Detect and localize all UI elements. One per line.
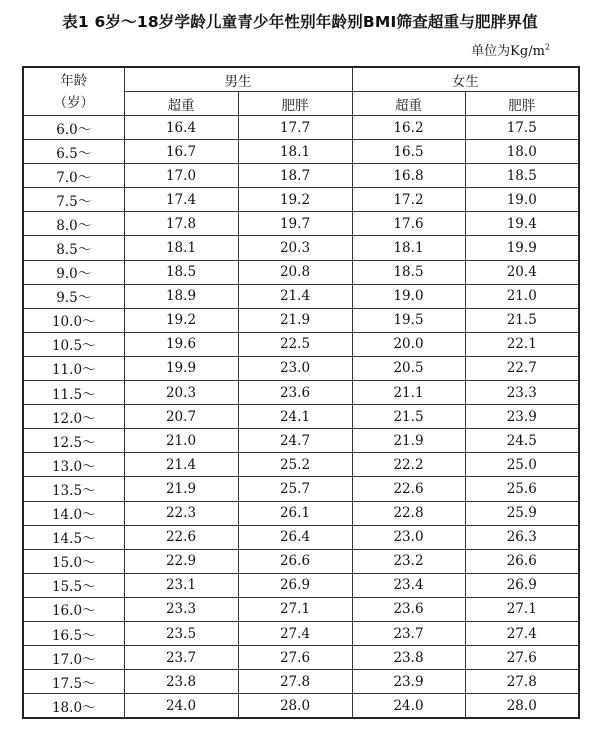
female-header: 女生 (352, 67, 579, 92)
male-obese-cell: 20.8 (238, 260, 352, 284)
male-obese-cell: 25.7 (238, 477, 352, 501)
age-cell: 13.5～ (23, 477, 124, 501)
age-cell: 18.0～ (23, 694, 124, 719)
table-row (23, 236, 579, 260)
male-overweight-cell: 22.9 (124, 549, 238, 573)
female-obese-cell: 23.9 (465, 405, 579, 429)
table-row (23, 308, 579, 332)
female-obese-cell: 22.1 (465, 332, 579, 356)
female-overweight-cell: 16.8 (352, 164, 465, 188)
male-obese-cell: 18.7 (238, 164, 352, 188)
male-overweight-cell: 20.3 (124, 381, 238, 405)
table-title: 表1 6岁～18岁学龄儿童青少年性别年龄别BMI筛查超重与肥胖界值 (62, 13, 538, 31)
female-overweight-cell: 23.2 (352, 549, 465, 573)
unit-label (471, 40, 550, 59)
female-obese-cell: 20.4 (465, 260, 579, 284)
male-obese-header: 肥胖 (238, 92, 352, 116)
female-obese-cell: 17.5 (465, 116, 579, 140)
age-header-line2: （岁） (53, 94, 94, 111)
table-row (23, 453, 579, 477)
table-row (23, 332, 579, 356)
age-cell: 6.0～ (23, 116, 124, 140)
female-obese-cell: 18.0 (465, 140, 579, 164)
female-obese-cell: 27.6 (465, 646, 579, 670)
female-obese-cell: 27.1 (465, 597, 579, 621)
female-obese-cell: 19.4 (465, 212, 579, 236)
unit-text: 单位为Kg/m (471, 44, 545, 59)
female-overweight-cell: 18.5 (352, 260, 465, 284)
age-cell: 17.5～ (23, 670, 124, 694)
female-obese-cell: 25.0 (465, 453, 579, 477)
male-overweight-cell: 19.2 (124, 308, 238, 332)
table-row (23, 284, 579, 308)
male-obese-cell: 18.1 (238, 140, 352, 164)
female-overweight-cell: 23.0 (352, 525, 465, 549)
male-overweight-cell: 21.4 (124, 453, 238, 477)
age-cell: 16.0～ (23, 597, 124, 621)
age-cell: 10.0～ (23, 308, 124, 332)
female-obese-cell: 28.0 (465, 694, 579, 719)
age-cell: 16.5～ (23, 621, 124, 645)
female-overweight-cell: 18.1 (352, 236, 465, 260)
female-overweight-cell: 23.9 (352, 670, 465, 694)
age-cell: 10.5～ (23, 332, 124, 356)
male-overweight-cell: 20.7 (124, 405, 238, 429)
table-row (23, 188, 579, 212)
age-cell: 14.5～ (23, 525, 124, 549)
age-cell: 11.5～ (23, 381, 124, 405)
female-overweight-cell: 22.2 (352, 453, 465, 477)
male-obese-cell: 26.4 (238, 525, 352, 549)
table-row (23, 356, 579, 380)
bmi-table (22, 66, 580, 719)
age-header-line1: 年龄 (60, 72, 88, 89)
male-overweight-cell: 23.5 (124, 621, 238, 645)
table-row (23, 525, 579, 549)
male-obese-cell: 23.0 (238, 356, 352, 380)
male-overweight-cell: 17.4 (124, 188, 238, 212)
male-overweight-header: 超重 (124, 92, 238, 116)
female-obese-cell: 25.6 (465, 477, 579, 501)
male-obese-cell: 27.8 (238, 670, 352, 694)
female-overweight-cell: 23.4 (352, 573, 465, 597)
age-cell: 15.5～ (23, 573, 124, 597)
female-obese-cell: 21.5 (465, 308, 579, 332)
male-overweight-cell: 17.0 (124, 164, 238, 188)
male-overweight-cell: 19.6 (124, 332, 238, 356)
age-cell: 8.0～ (23, 212, 124, 236)
table-row (23, 501, 579, 525)
female-overweight-cell: 16.2 (352, 116, 465, 140)
table-row (23, 212, 579, 236)
age-cell: 11.0～ (23, 356, 124, 380)
male-obese-cell: 27.1 (238, 597, 352, 621)
male-obese-cell: 28.0 (238, 694, 352, 719)
male-overweight-cell: 23.3 (124, 597, 238, 621)
table-row (23, 405, 579, 429)
female-overweight-cell: 21.5 (352, 405, 465, 429)
age-cell: 15.0～ (23, 549, 124, 573)
table-row (23, 116, 579, 140)
age-cell: 8.5～ (23, 236, 124, 260)
male-obese-cell: 25.2 (238, 453, 352, 477)
male-overweight-cell: 16.4 (124, 116, 238, 140)
female-overweight-cell: 22.8 (352, 501, 465, 525)
female-obese-cell: 26.6 (465, 549, 579, 573)
table-row (23, 573, 579, 597)
age-cell: 14.0～ (23, 501, 124, 525)
male-header: 男生 (124, 67, 352, 92)
female-overweight-header: 超重 (352, 92, 465, 116)
female-overweight-cell: 19.0 (352, 284, 465, 308)
male-obese-cell: 26.9 (238, 573, 352, 597)
table-row (23, 164, 579, 188)
table-row (23, 140, 579, 164)
female-overweight-cell: 23.6 (352, 597, 465, 621)
age-cell: 9.5～ (23, 284, 124, 308)
age-cell: 13.0～ (23, 453, 124, 477)
table-row (23, 670, 579, 694)
female-overweight-cell: 20.5 (352, 356, 465, 380)
male-overweight-cell: 18.5 (124, 260, 238, 284)
male-overweight-cell: 17.8 (124, 212, 238, 236)
male-obese-cell: 26.1 (238, 501, 352, 525)
male-overweight-cell: 24.0 (124, 694, 238, 719)
female-obese-cell: 23.3 (465, 381, 579, 405)
female-overweight-cell: 22.6 (352, 477, 465, 501)
female-overweight-cell: 21.1 (352, 381, 465, 405)
female-obese-header: 肥胖 (465, 92, 579, 116)
female-overweight-cell: 17.2 (352, 188, 465, 212)
female-obese-cell: 21.0 (465, 284, 579, 308)
female-obese-cell: 26.9 (465, 573, 579, 597)
male-obese-cell: 27.4 (238, 621, 352, 645)
male-overweight-cell: 19.9 (124, 356, 238, 380)
table-row (23, 621, 579, 645)
unit-superscript: 2 (544, 42, 550, 52)
male-overweight-cell: 18.1 (124, 236, 238, 260)
table-row (23, 694, 579, 719)
table-row (23, 549, 579, 573)
age-cell: 12.0～ (23, 405, 124, 429)
table-row (23, 429, 579, 453)
table-row (23, 260, 579, 284)
age-cell: 12.5～ (23, 429, 124, 453)
female-obese-cell: 18.5 (465, 164, 579, 188)
age-header (23, 67, 124, 116)
male-overweight-cell: 23.8 (124, 670, 238, 694)
male-obese-cell: 17.7 (238, 116, 352, 140)
female-overweight-cell: 23.7 (352, 621, 465, 645)
male-obese-cell: 24.1 (238, 405, 352, 429)
male-obese-cell: 23.6 (238, 381, 352, 405)
male-obese-cell: 22.5 (238, 332, 352, 356)
age-cell: 7.0～ (23, 164, 124, 188)
table-row (23, 381, 579, 405)
age-cell: 7.5～ (23, 188, 124, 212)
male-overweight-cell: 22.6 (124, 525, 238, 549)
male-obese-cell: 21.4 (238, 284, 352, 308)
male-overweight-cell: 18.9 (124, 284, 238, 308)
male-obese-cell: 26.6 (238, 549, 352, 573)
male-overweight-cell: 23.7 (124, 646, 238, 670)
female-obese-cell: 27.8 (465, 670, 579, 694)
male-obese-cell: 24.7 (238, 429, 352, 453)
female-obese-cell: 22.7 (465, 356, 579, 380)
table-row (23, 646, 579, 670)
table-row (23, 597, 579, 621)
female-overweight-cell: 21.9 (352, 429, 465, 453)
male-obese-cell: 19.7 (238, 212, 352, 236)
female-obese-cell: 27.4 (465, 621, 579, 645)
male-overweight-cell: 16.7 (124, 140, 238, 164)
male-obese-cell: 21.9 (238, 308, 352, 332)
male-overweight-cell: 21.0 (124, 429, 238, 453)
male-overweight-cell: 23.1 (124, 573, 238, 597)
female-overweight-cell: 23.8 (352, 646, 465, 670)
female-obese-cell: 24.5 (465, 429, 579, 453)
female-overweight-cell: 17.6 (352, 212, 465, 236)
female-overweight-cell: 16.5 (352, 140, 465, 164)
male-overweight-cell: 22.3 (124, 501, 238, 525)
table-body (23, 116, 579, 719)
male-obese-cell: 20.3 (238, 236, 352, 260)
age-cell: 17.0～ (23, 646, 124, 670)
male-obese-cell: 27.6 (238, 646, 352, 670)
female-obese-cell: 26.3 (465, 525, 579, 549)
female-obese-cell: 19.9 (465, 236, 579, 260)
age-cell: 9.0～ (23, 260, 124, 284)
male-obese-cell: 19.2 (238, 188, 352, 212)
female-overweight-cell: 19.5 (352, 308, 465, 332)
female-overweight-cell: 24.0 (352, 694, 465, 719)
female-obese-cell: 19.0 (465, 188, 579, 212)
male-overweight-cell: 21.9 (124, 477, 238, 501)
table-row (23, 477, 579, 501)
female-obese-cell: 25.9 (465, 501, 579, 525)
female-overweight-cell: 20.0 (352, 332, 465, 356)
age-cell: 6.5～ (23, 140, 124, 164)
